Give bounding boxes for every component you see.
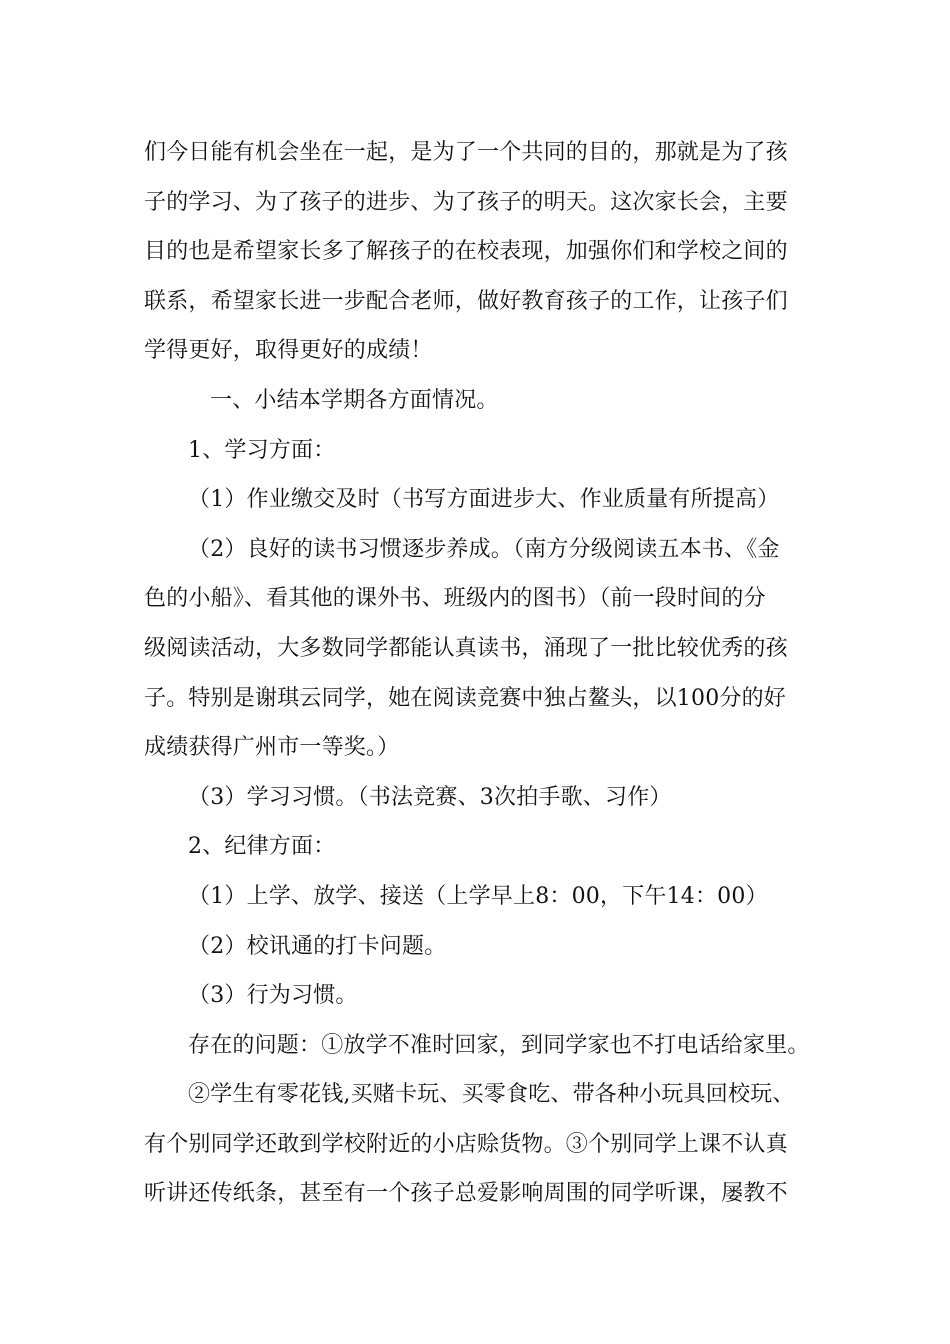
paragraph-line: 成绩获得广州市一等奖。） — [144, 735, 400, 761]
paragraph-line: 学得更好，取得更好的成绩！ — [144, 338, 433, 364]
section-heading: 一、小结本学期各方面情况。 — [210, 387, 499, 413]
subsection-heading: 1、学习方面： — [188, 437, 336, 463]
list-item: （1）上学、放学、接送（上学早上8：00，下午14：00） — [188, 883, 768, 909]
paragraph-line: 联系，希望家长进一步配合老师，做好教育孩子的工作，让孩子们 — [144, 288, 788, 314]
list-item: （2）校讯通的打卡问题。 — [188, 933, 447, 959]
paragraph-line: 级阅读活动，大多数同学都能认真读书，涌现了一批比较优秀的孩 — [144, 635, 788, 661]
paragraph-line: 们今日能有机会坐在一起，是为了一个共同的目的，那就是为了孩 — [144, 140, 788, 165]
list-item: （3）学习习惯。（书法竞赛、3次拍手歌、习作） — [188, 784, 672, 810]
paragraph-line: 色的小船》、看其他的课外书、班级内的图书）（前一段时间的分 — [144, 586, 766, 612]
paragraph-line: 目的也是希望家长多了解孩子的在校表现，加强你们和学校之间的 — [144, 239, 788, 265]
paragraph-line: ②学生有零花钱,买赌卡玩、买零食吃、带各种小玩具回校玩、 — [188, 1082, 795, 1108]
subsection-heading: 2、纪律方面： — [188, 834, 336, 860]
paragraph-line: 听讲还传纸条，甚至有一个孩子总爱影响周围的同学听课，屡教不 — [144, 1181, 788, 1207]
paragraph-line: 有个别同学还敢到学校附近的小店赊货物。③个别同学上课不认真 — [144, 1131, 788, 1157]
paragraph-line: 存在的问题：①放学不准时回家，到同学家也不打电话给家里。 — [188, 1032, 810, 1058]
list-item: （2）良好的读书习惯逐步养成。（南方分级阅读五本书、《金 — [188, 536, 780, 562]
paragraph-line: 子。特别是谢琪云同学，她在阅读竞赛中独占鳌头，以100分的好 — [144, 685, 786, 711]
document-body — [144, 128, 810, 1219]
list-item: （1）作业缴交及时（书写方面进步大、作业质量有所提高） — [188, 487, 780, 513]
list-item: （3）行为习惯。 — [188, 983, 358, 1009]
paragraph-line: 子的学习、为了孩子的进步、为了孩子的明天。这次家长会，主要 — [144, 189, 788, 215]
